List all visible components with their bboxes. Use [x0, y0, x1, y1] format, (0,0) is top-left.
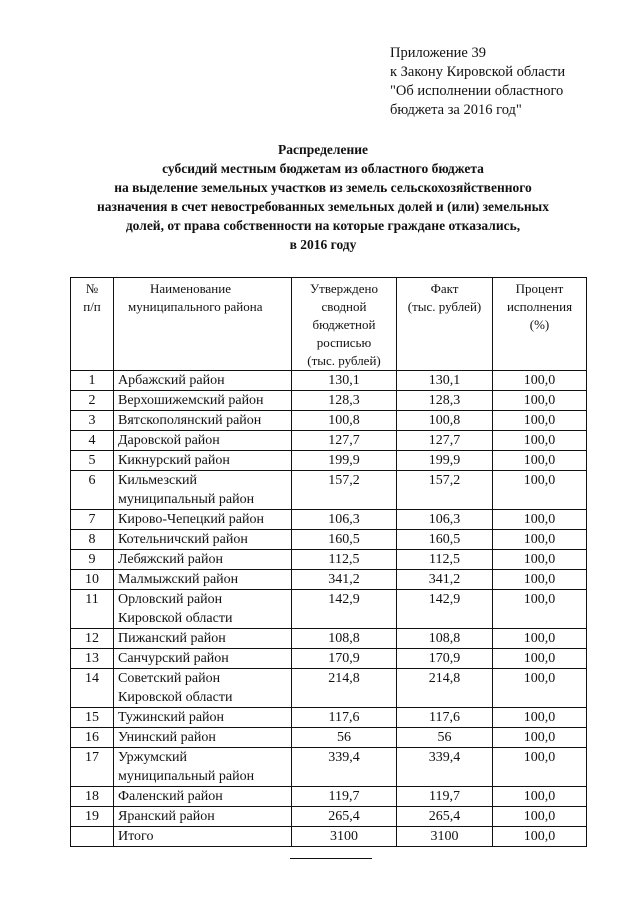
row-percent: 100,0: [493, 371, 587, 391]
row-num: 1: [71, 371, 114, 391]
row-percent: 100,0: [493, 748, 587, 787]
row-district: Вятскополянский район: [114, 411, 292, 431]
table-row: [71, 649, 587, 669]
row-percent: 100,0: [493, 471, 587, 510]
table-row: [71, 728, 587, 748]
table-row: [71, 787, 587, 807]
total-fact: 3100: [397, 827, 493, 847]
row-num: 3: [71, 411, 114, 431]
row-district: Даровской район: [114, 431, 292, 451]
row-district: Тужинский район: [114, 708, 292, 728]
row-district: Унинский район: [114, 728, 292, 748]
table-row: [71, 550, 587, 570]
row-fact: 100,8: [397, 411, 493, 431]
table-row: [71, 431, 587, 451]
row-district: Санчурский район: [114, 649, 292, 669]
row-fact: 106,3: [397, 510, 493, 530]
header-percent: Процент исполнения (%): [493, 278, 587, 371]
row-fact: 341,2: [397, 570, 493, 590]
row-fact: 130,1: [397, 371, 493, 391]
table-row: [71, 391, 587, 411]
row-approved: 128,3: [292, 391, 397, 411]
row-approved: 127,7: [292, 431, 397, 451]
row-district: Пижанский район: [114, 629, 292, 649]
row-num: 16: [71, 728, 114, 748]
row-percent: 100,0: [493, 728, 587, 748]
row-approved: 106,3: [292, 510, 397, 530]
row-district: Кикнурский район: [114, 451, 292, 471]
row-district: Малмыжский район: [114, 570, 292, 590]
row-percent: 100,0: [493, 649, 587, 669]
row-fact: 127,7: [397, 431, 493, 451]
row-num: 7: [71, 510, 114, 530]
row-percent: 100,0: [493, 451, 587, 471]
table-row: [71, 629, 587, 649]
row-percent: 100,0: [493, 787, 587, 807]
row-approved: 214,8: [292, 669, 397, 708]
title-line: субсидий местным бюджетам из областного бюджета: [162, 161, 484, 176]
header-num: № п/п: [71, 278, 114, 371]
table-header-row: [71, 278, 587, 371]
row-fact: 214,8: [397, 669, 493, 708]
row-district: Кильмезский муниципальный район: [114, 471, 292, 510]
header-approved: Утверждено сводной бюджетной росписью (тыс. рублей): [292, 278, 397, 371]
table-row: [71, 807, 587, 827]
total-label: Итого: [114, 827, 292, 847]
row-percent: 100,0: [493, 550, 587, 570]
table-row: [71, 451, 587, 471]
table-row: [71, 748, 587, 787]
row-fact: 199,9: [397, 451, 493, 471]
row-approved: 160,5: [292, 530, 397, 550]
row-fact: 142,9: [397, 590, 493, 629]
row-num: 14: [71, 669, 114, 708]
row-percent: 100,0: [493, 629, 587, 649]
row-district: Лебяжский район: [114, 550, 292, 570]
row-district: Кирово-Чепецкий район: [114, 510, 292, 530]
title-line: Распределение: [277, 142, 369, 157]
row-num: 10: [71, 570, 114, 590]
row-fact: 265,4: [397, 807, 493, 827]
row-approved: 157,2: [292, 471, 397, 510]
subsidy-table: [70, 277, 587, 847]
row-percent: 100,0: [493, 669, 587, 708]
row-approved: 112,5: [292, 550, 397, 570]
row-approved: 119,7: [292, 787, 397, 807]
row-approved: 199,9: [292, 451, 397, 471]
row-percent: 100,0: [493, 570, 587, 590]
row-num: 18: [71, 787, 114, 807]
title-line: в 2016 году: [289, 237, 357, 252]
row-fact: 157,2: [397, 471, 493, 510]
row-district: Арбажский район: [114, 371, 292, 391]
row-percent: 100,0: [493, 590, 587, 629]
row-num: 12: [71, 629, 114, 649]
appendix-line: "Об исполнении областного: [390, 83, 564, 99]
row-fact: 112,5: [397, 550, 493, 570]
appendix-note: [390, 44, 565, 120]
row-approved: 170,9: [292, 649, 397, 669]
row-num: 9: [71, 550, 114, 570]
row-fact: 160,5: [397, 530, 493, 550]
row-fact: 56: [397, 728, 493, 748]
row-num: 4: [71, 431, 114, 451]
table-row: [71, 669, 587, 708]
table-row: [71, 708, 587, 728]
row-approved: 265,4: [292, 807, 397, 827]
row-district: Верхошижемский район: [114, 391, 292, 411]
title-line: на выделение земельных участков из земель сельскохозяйственного: [114, 180, 532, 195]
appendix-line: бюджета за 2016 год": [390, 102, 522, 118]
total-percent: 100,0: [493, 827, 587, 847]
table-body: [71, 371, 587, 847]
appendix-line: к Закону Кировской области: [390, 64, 566, 80]
document-title: [60, 140, 586, 254]
row-percent: 100,0: [493, 431, 587, 451]
row-approved: 56: [292, 728, 397, 748]
row-num: 2: [71, 391, 114, 411]
row-fact: 128,3: [397, 391, 493, 411]
row-approved: 100,8: [292, 411, 397, 431]
footer-divider: [290, 858, 372, 859]
row-num: 13: [71, 649, 114, 669]
title-line: долей, от права собственности на которые граждане отказались,: [125, 218, 521, 233]
row-district: Яранский район: [114, 807, 292, 827]
table-total-row: [71, 827, 587, 847]
header-fact: Факт (тыс. рублей): [397, 278, 493, 371]
table-row: [71, 471, 587, 510]
row-district: Советский район Кировской области: [114, 669, 292, 708]
row-percent: 100,0: [493, 510, 587, 530]
row-district: Уржумский муниципальный район: [114, 748, 292, 787]
row-num: 5: [71, 451, 114, 471]
total-num: [71, 827, 114, 847]
row-percent: 100,0: [493, 391, 587, 411]
row-num: 19: [71, 807, 114, 827]
table-row: [71, 530, 587, 550]
row-num: 6: [71, 471, 114, 510]
row-fact: 117,6: [397, 708, 493, 728]
row-fact: 108,8: [397, 629, 493, 649]
row-approved: 130,1: [292, 371, 397, 391]
row-percent: 100,0: [493, 411, 587, 431]
row-district: Орловский район Кировской области: [114, 590, 292, 629]
row-num: 17: [71, 748, 114, 787]
row-approved: 108,8: [292, 629, 397, 649]
row-fact: 119,7: [397, 787, 493, 807]
row-num: 15: [71, 708, 114, 728]
row-approved: 339,4: [292, 748, 397, 787]
row-percent: 100,0: [493, 530, 587, 550]
row-approved: 142,9: [292, 590, 397, 629]
table-row: [71, 570, 587, 590]
row-percent: 100,0: [493, 708, 587, 728]
title-line: назначения в счет невостребованных земельных долей и (или) земельных: [97, 199, 549, 214]
row-fact: 170,9: [397, 649, 493, 669]
row-fact: 339,4: [397, 748, 493, 787]
total-approved: 3100: [292, 827, 397, 847]
row-district: Котельничский район: [114, 530, 292, 550]
table-row: [71, 371, 587, 391]
table-row: [71, 510, 587, 530]
row-approved: 341,2: [292, 570, 397, 590]
header-name: Наименование муниципального района: [114, 278, 292, 371]
table-row: [71, 411, 587, 431]
row-percent: 100,0: [493, 807, 587, 827]
row-num: 11: [71, 590, 114, 629]
row-num: 8: [71, 530, 114, 550]
appendix-line: Приложение 39: [390, 45, 486, 61]
table-row: [71, 590, 587, 629]
row-approved: 117,6: [292, 708, 397, 728]
row-district: Фаленский район: [114, 787, 292, 807]
